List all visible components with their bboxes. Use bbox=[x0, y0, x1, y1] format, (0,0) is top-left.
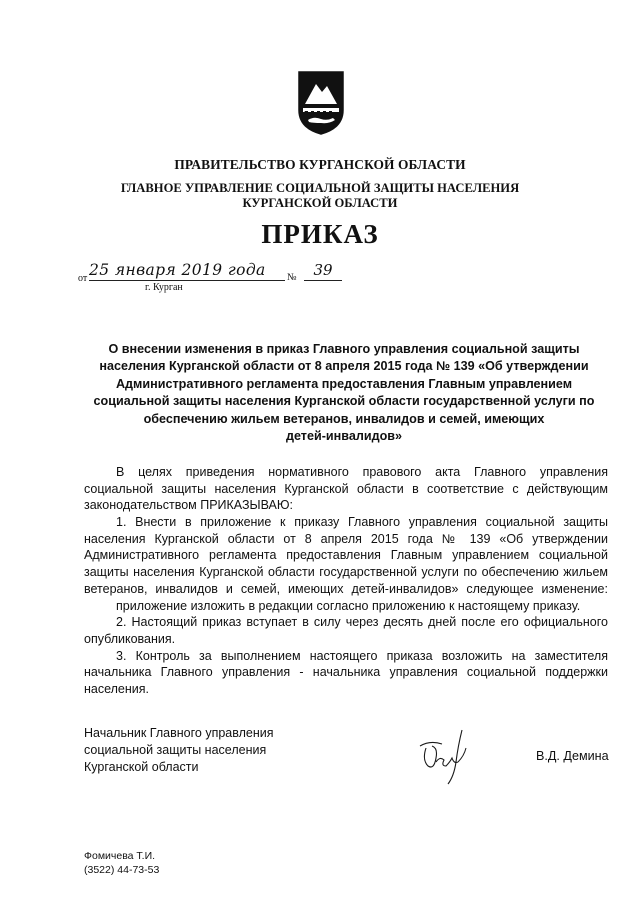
body-line: 2. Настоящий приказ вступает в силу через десять дней после его официального bbox=[116, 615, 608, 630]
body-line: ветеранов, инвалидов и семей, имеющих детей-инвалидов» следующее изменение: bbox=[84, 581, 608, 596]
subject-line: социальной защиты населения Курганской области государственной услуги по bbox=[93, 394, 595, 409]
order-body bbox=[84, 464, 608, 698]
city-label: г. Курган bbox=[145, 282, 183, 293]
executor-name: Фомичева Т.И. bbox=[84, 850, 156, 862]
number-label: № bbox=[287, 272, 297, 283]
subject-line: детей-инвалидов» bbox=[285, 429, 403, 444]
body-line: социальной защиты населения Курганской области в соответствие с действующим bbox=[84, 481, 608, 496]
order-line bbox=[78, 260, 378, 300]
body-line: начальника Главного управления - начальника управления социальной поддержки bbox=[84, 665, 608, 680]
signer-position-line: социальной защиты населения bbox=[84, 743, 267, 757]
department-name-line1: ГЛАВНОЕ УПРАВЛЕНИЕ СОЦИАЛЬНОЙ ЗАЩИТЫ НАСЕЛЕНИЯ bbox=[120, 181, 520, 195]
subject-line: населения Курганской области от 8 апреля 2015 года № 139 «Об утверждении bbox=[99, 359, 589, 374]
from-label: от bbox=[78, 273, 88, 284]
body-line: В целях приведения нормативного правового акта Главного управления bbox=[116, 465, 608, 479]
coat-of-arms-emblem bbox=[296, 70, 346, 136]
subject-line: Административного регламента предоставления Главным управлением bbox=[115, 376, 573, 391]
subject-line: О внесении изменения в приказ Главного управления социальной защиты bbox=[108, 342, 580, 356]
body-line: опубликования. bbox=[84, 631, 176, 646]
body-line: населения Курганской области от 8 апреля 2015 года № 139 «Об утверждении bbox=[84, 531, 608, 546]
body-line: населения. bbox=[84, 681, 150, 696]
executor-info bbox=[84, 849, 159, 877]
signer-position-line: Курганской области bbox=[84, 760, 199, 774]
executor-phone: (3522) 44-73-53 bbox=[84, 864, 160, 876]
handwritten-signature bbox=[414, 726, 474, 786]
body-line: Административного регламента предоставления Главным управлением социальной bbox=[84, 548, 608, 563]
signer-position-line: Начальник Главного управления bbox=[84, 726, 274, 740]
government-name: ПРАВИТЕЛЬСТВО КУРГАНСКОЙ ОБЛАСТИ bbox=[174, 157, 466, 172]
body-line: законодательством ПРИКАЗЫВАЮ: bbox=[84, 498, 293, 513]
subject-line: обеспечению жильем ветеранов, инвалидов и семей, имеющих bbox=[143, 411, 545, 426]
body-line: приложение изложить в редакции согласно приложению к настоящему приказу. bbox=[116, 598, 581, 613]
department-name-line2: КУРГАНСКОЙ ОБЛАСТИ bbox=[242, 196, 398, 210]
coat-of-arms-icon bbox=[296, 70, 346, 136]
body-line: 1. Внести в приложение к приказу Главного управления социальной защиты bbox=[116, 515, 608, 530]
document-type-title: ПРИКАЗ bbox=[261, 219, 379, 249]
order-number-handwritten: 39 bbox=[304, 260, 342, 281]
signer-name: В.Д. Демина bbox=[536, 749, 609, 763]
body-line: 3. Контроль за выполнением настоящего приказа возложить на заместителя bbox=[116, 648, 608, 663]
body-line: защиты населения Курганской области государственной услуги по обеспечению жильем bbox=[84, 565, 608, 580]
signature-icon bbox=[414, 726, 474, 786]
signer-position bbox=[84, 725, 274, 776]
order-subject bbox=[84, 341, 604, 445]
order-date-handwritten: 25 января 2019 года bbox=[89, 260, 285, 281]
